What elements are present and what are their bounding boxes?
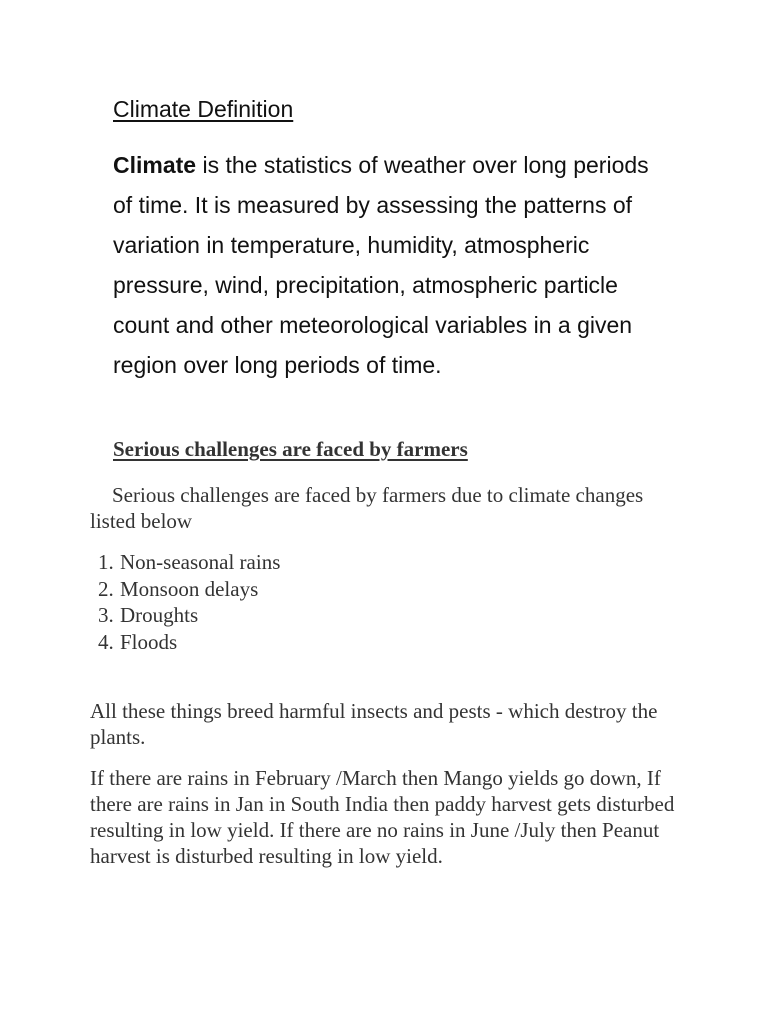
challenge-list (98, 549, 280, 655)
list-item-label: Droughts (120, 603, 199, 628)
list-item-number: 2. (98, 576, 114, 601)
list-item-number: 4. (98, 629, 114, 654)
list-item (98, 629, 280, 656)
definition-body: is the statistics of weather over long periods of time. It is measured by assessing the patterns of variation in temperature, humidity, atmospheric pressure, wind, precipitation, atmospheric particle count and other meteorological variables in a given region over long periods of time. (113, 152, 649, 378)
definition-term: Climate (113, 152, 197, 178)
list-item (98, 549, 280, 576)
list-item-label: Monsoon delays (120, 576, 259, 601)
rains-paragraph: If there are rains in February /March then Mango yields go down, If there are rains in Jan in South India then paddy harvest gets disturbed resulting in low yield. If there are no rains in June /July then Peanut harvest is disturbed resulting in low yield. (90, 766, 675, 868)
intro-paragraph: Serious challenges are faced by farmers due to climate changes listed below (90, 483, 644, 533)
list-item-number: 1. (98, 550, 114, 574)
page-title: Climate Definition (113, 96, 294, 122)
list-item-label: Non-seasonal rains (120, 550, 281, 574)
list-item-number: 3. (98, 603, 114, 628)
list-item-label: Floods (120, 629, 178, 654)
insects-paragraph: All these things breed harmful insects and pests - which destroy the plants. (90, 699, 658, 749)
list-item (98, 602, 280, 629)
list-item (98, 576, 280, 603)
section-heading: Serious challenges are faced by farmers (113, 437, 468, 461)
climate-definition-paragraph (113, 145, 673, 385)
